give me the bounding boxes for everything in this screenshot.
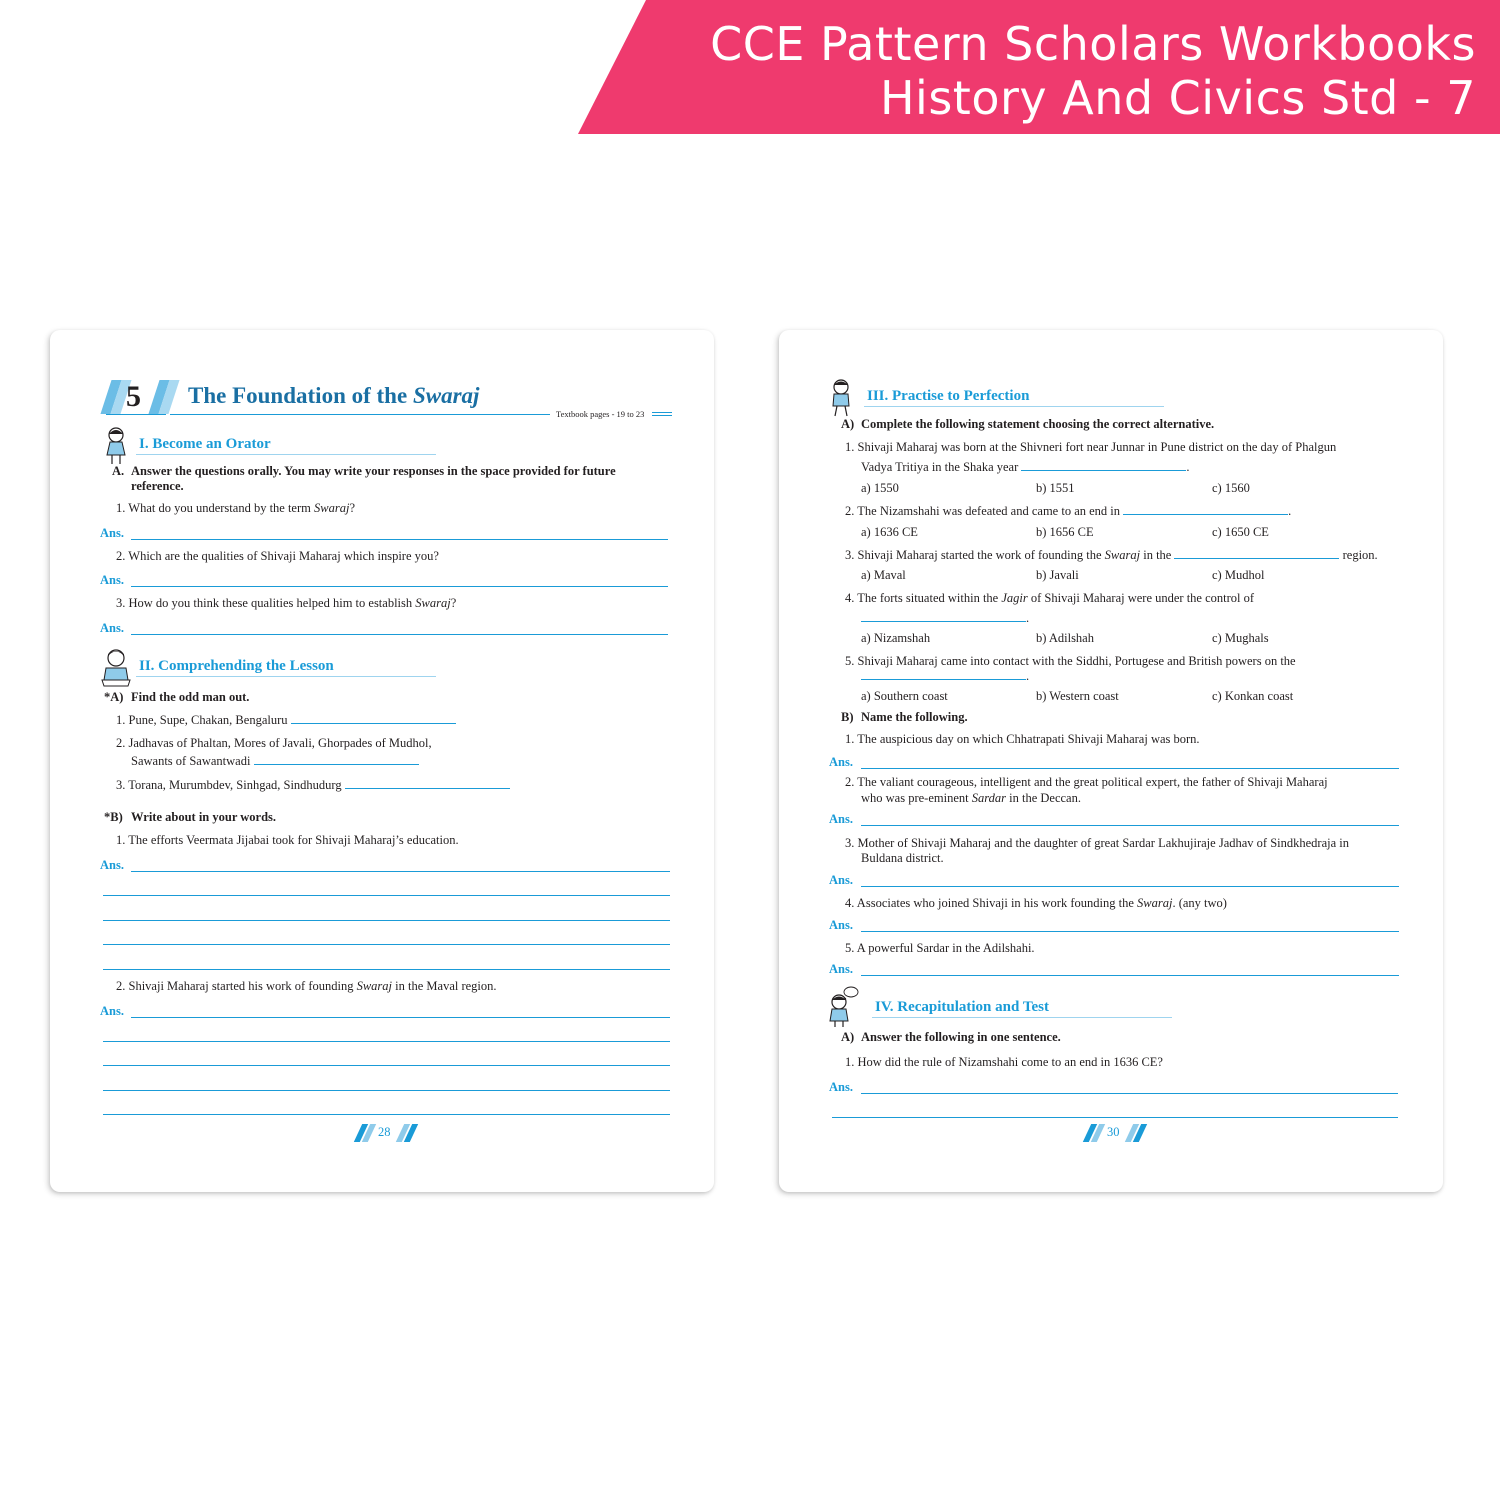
boy-reading-icon: [100, 648, 132, 688]
textbook-pages: Textbook pages - 19 to 23: [556, 409, 645, 419]
section-rule: [864, 406, 1164, 407]
mcq-5-blank: .: [861, 669, 1029, 684]
mcq-option[interactable]: b) 1656 CE: [1036, 525, 1094, 539]
answer-line[interactable]: [103, 1041, 670, 1042]
answer-label: Ans.: [100, 573, 124, 587]
answer-line[interactable]: [861, 768, 1399, 769]
write-question-2: 2. Shivaji Maharaj started his work of founding Swaraj in the Maval region.: [116, 979, 497, 993]
subsection-label: *B): [104, 810, 123, 824]
answer-line[interactable]: [103, 1114, 670, 1115]
answer-label: Ans.: [829, 873, 853, 887]
chapter-rule-right: [652, 412, 672, 413]
answer-label: Ans.: [829, 755, 853, 769]
subsection-title: Answer the following in one sentence.: [861, 1030, 1061, 1044]
answer-line[interactable]: [861, 1093, 1398, 1094]
chapter-rule-right-2: [652, 415, 672, 416]
answer-line[interactable]: [832, 1117, 1398, 1118]
section-title-become-an-orator: I. Become an Orator: [139, 436, 271, 452]
section-title-recapitulation-and-test: IV. Recapitulation and Test: [875, 999, 1049, 1015]
answer-label: Ans.: [829, 812, 853, 826]
mcq-option[interactable]: a) 1636 CE: [861, 525, 918, 539]
instruction-label: A.: [112, 464, 125, 478]
mcq-option[interactable]: c) Mughals: [1212, 631, 1269, 645]
mcq-4-blank: .: [861, 611, 1029, 626]
banner-title-line1: CCE Pattern Scholars Workbooks: [710, 17, 1476, 71]
name-question-2-cont: who was pre-eminent Sardar in the Deccan.: [861, 791, 1081, 805]
subsection-label: B): [841, 710, 854, 724]
answer-label: Ans.: [100, 621, 124, 635]
mcq-option[interactable]: a) Maval: [861, 568, 906, 582]
boy-thinking-icon: [827, 986, 859, 1028]
name-question-3-cont: Buldana district.: [861, 851, 944, 865]
fill-blank[interactable]: [291, 713, 456, 724]
fill-blank[interactable]: [345, 778, 510, 789]
answer-label: Ans.: [829, 918, 853, 932]
answer-line[interactable]: [131, 586, 668, 587]
page-number: 28: [378, 1125, 391, 1139]
fill-blank[interactable]: [1021, 460, 1186, 471]
answer-line[interactable]: [103, 944, 670, 945]
odd-man-1: 1. Pune, Supe, Chakan, Bengaluru: [116, 713, 456, 728]
instruction-line1: Answer the questions orally. You may write your responses in the space provided for future: [131, 464, 616, 478]
mcq-option[interactable]: b) Adilshah: [1036, 631, 1094, 645]
write-question-1: 1. The efforts Veermata Jijabai took for Shivaji Maharaj’s education.: [116, 833, 459, 847]
subsection-label: A): [841, 417, 855, 431]
mcq-option[interactable]: c) Mudhol: [1212, 568, 1265, 582]
fill-blank[interactable]: [1123, 504, 1288, 515]
mcq-option[interactable]: c) 1650 CE: [1212, 525, 1269, 539]
fill-blank[interactable]: [861, 669, 1026, 680]
right-workbook-page: [779, 330, 1443, 1192]
name-question-1: 1. The auspicious day on which Chhatrapati Shivaji Maharaj was born.: [845, 732, 1200, 746]
boy-practising-icon: [827, 378, 855, 418]
mcq-1-cont: Vadya Tritiya in the Shaka year .: [861, 460, 1190, 474]
mcq-option[interactable]: c) Konkan coast: [1212, 689, 1294, 703]
answer-label: Ans.: [829, 1080, 853, 1094]
odd-man-3: 3. Torana, Murumbdev, Sinhgad, Sindhudurg: [116, 778, 510, 793]
question-3: 3. How do you think these qualities helped him to establish Swaraj?: [116, 596, 457, 610]
name-question-4: 4. Associates who joined Shivaji in his work founding the Swaraj. (any two): [845, 896, 1227, 910]
mcq-option[interactable]: a) 1550: [861, 481, 899, 495]
answer-line[interactable]: [861, 975, 1399, 976]
answer-line[interactable]: [861, 931, 1399, 932]
mcq-2: 2. The Nizamshahi was defeated and came to an end in .: [845, 504, 1292, 518]
subsection-title: Write about in your words.: [131, 810, 277, 824]
section-rule: [136, 676, 436, 677]
fill-blank[interactable]: [1174, 548, 1339, 559]
answer-line[interactable]: [103, 920, 670, 921]
answer-line[interactable]: [861, 886, 1399, 887]
banner-title-line2: History And Civics Std - 7: [879, 71, 1476, 125]
answer-label: Ans.: [100, 526, 124, 540]
chapter-number: 5: [126, 380, 141, 413]
question-1: 1. What do you understand by the term Swaraj?: [116, 501, 355, 515]
answer-line[interactable]: [103, 895, 670, 896]
name-question-3: 3. Mother of Shivaji Maharaj and the daughter of great Sardar Lakhujiraje Jadhav of Sindkhedraja in: [845, 836, 1350, 850]
answer-line[interactable]: [103, 1065, 670, 1066]
mcq-4: 4. The forts situated within the Jagir of Shivaji Maharaj were under the control of: [845, 591, 1255, 605]
name-question-2: 2. The valiant courageous, intelligent and the great political expert, the father of Shivaji Maharaj: [845, 775, 1328, 789]
subsection-title: Find the odd man out.: [131, 690, 250, 704]
answer-line[interactable]: [861, 825, 1399, 826]
fill-blank[interactable]: [861, 611, 1026, 622]
answer-line[interactable]: [131, 634, 668, 635]
mcq-option[interactable]: a) Nizamshah: [861, 631, 931, 645]
mcq-1: 1. Shivaji Maharaj was born at the Shivneri fort near Junnar in Pune district on the day of Phalgun: [845, 440, 1337, 454]
section-rule: [872, 1017, 1172, 1018]
chapter-rule: [170, 414, 550, 415]
section-rule: [136, 454, 436, 455]
answer-label: Ans.: [100, 858, 124, 872]
girl-speaking-icon: [102, 426, 130, 466]
mcq-5: 5. Shivaji Maharaj came into contact with the Siddhi, Portugese and British powers on the: [845, 654, 1296, 668]
chapter-title: The Foundation of the Swaraj: [188, 383, 480, 408]
subsection-title: Name the following.: [861, 710, 968, 724]
section-title-practise-to-perfection: III. Practise to Perfection: [867, 388, 1030, 404]
answer-line[interactable]: [131, 1017, 670, 1018]
answer-line[interactable]: [131, 871, 670, 872]
answer-line[interactable]: [103, 969, 670, 970]
odd-man-2-cont: Sawants of Sawantwadi: [131, 754, 419, 769]
subsection-label: *A): [104, 690, 124, 704]
section-title-comprehending-the-lesson: II. Comprehending the Lesson: [139, 658, 334, 674]
name-question-5: 5. A powerful Sardar in the Adilshahi.: [845, 941, 1035, 955]
left-workbook-page: [50, 330, 714, 1192]
chapter-rule-left: [106, 414, 166, 415]
question-2: 2. Which are the qualities of Shivaji Maharaj which inspire you?: [116, 549, 439, 563]
instruction-line2: reference.: [131, 479, 184, 493]
mcq-3: 3. Shivaji Maharaj started the work of founding the Swaraj in the region.: [845, 548, 1378, 562]
answer-line[interactable]: [103, 1090, 670, 1091]
subsection-label: A): [841, 1030, 855, 1044]
answer-label: Ans.: [100, 1004, 124, 1018]
mcq-option[interactable]: b) Western coast: [1036, 689, 1119, 703]
subsection-title: Complete the following statement choosing the correct alternative.: [861, 417, 1215, 431]
mcq-option[interactable]: a) Southern coast: [861, 689, 948, 703]
answer-label: Ans.: [829, 962, 853, 976]
answer-line[interactable]: [131, 539, 668, 540]
mcq-option[interactable]: b) Javali: [1036, 568, 1079, 582]
odd-man-2: 2. Jadhavas of Phaltan, Mores of Javali, Ghorpades of Mudhol,: [116, 736, 432, 750]
mcq-option[interactable]: b) 1551: [1036, 481, 1075, 495]
fill-blank[interactable]: [254, 754, 419, 765]
page-number: 30: [1107, 1125, 1120, 1139]
mcq-option[interactable]: c) 1560: [1212, 481, 1250, 495]
sentence-question-1: 1. How did the rule of Nizamshahi come to an end in 1636 CE?: [845, 1055, 1163, 1069]
